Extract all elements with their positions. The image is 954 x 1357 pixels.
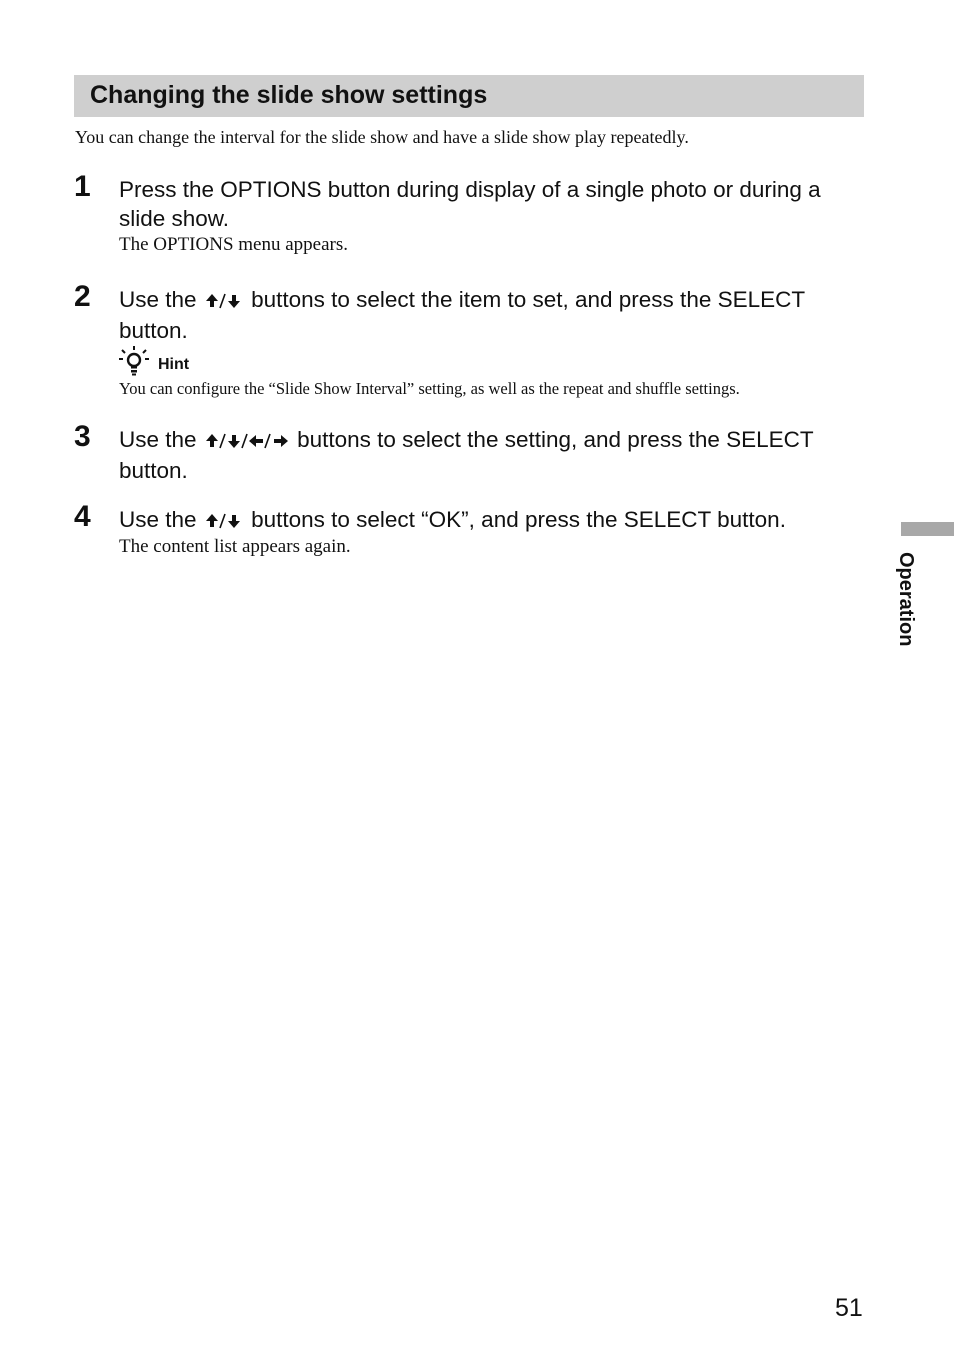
step-2-line-1 — [119, 285, 864, 316]
hint-text: You can configure the “Slide Show Interval” setting, as well as the repeat and shuffle settings. — [119, 379, 740, 398]
four-way-arrows-icon — [205, 427, 289, 456]
side-tab-text: Operation — [895, 552, 917, 647]
intro-text: You can change the interval for the slide show and have a slide show play repeatedly. — [75, 127, 689, 147]
step-1-text — [119, 175, 864, 233]
step-3-line-1 — [119, 425, 864, 456]
step-1-line-1: Press the OPTIONS button during display of a single photo or during a — [119, 177, 821, 202]
step-2-number: 2 — [74, 280, 91, 313]
page-number: 51 — [835, 1294, 863, 1322]
up-down-arrows-icon — [205, 287, 243, 316]
hint-label: Hint — [158, 356, 190, 373]
section-title-bar — [74, 75, 864, 117]
step-4-pre: Use the — [119, 507, 197, 532]
side-tab-marker — [901, 522, 954, 536]
step-4-text — [119, 505, 864, 536]
step-3-post: buttons to select the setting, and press the SELECT — [297, 427, 814, 452]
section-title: Changing the slide show settings — [90, 81, 488, 109]
step-1-note: The OPTIONS menu appears. — [119, 234, 349, 255]
step-3-text — [119, 425, 864, 485]
up-down-arrows-icon — [205, 507, 243, 536]
step-2-post: buttons to select the item to set, and press the SELECT — [251, 287, 806, 312]
side-tab-label — [890, 552, 922, 667]
lightbulb-icon — [119, 346, 151, 381]
step-4-number: 4 — [74, 500, 91, 533]
step-1-line-2: slide show. — [119, 206, 230, 231]
step-3-line-2: button. — [119, 458, 188, 483]
step-2-pre: Use the — [119, 287, 197, 312]
step-3-number: 3 — [74, 420, 91, 453]
step-3-pre: Use the — [119, 427, 197, 452]
step-4-line-1 — [119, 505, 864, 536]
step-4-note: The content list appears again. — [119, 536, 351, 557]
step-2-text — [119, 285, 864, 345]
step-2-line-2: button. — [119, 318, 188, 343]
step-4-post: buttons to select “OK”, and press the SELECT button. — [251, 507, 786, 532]
step-1-number: 1 — [74, 170, 91, 203]
